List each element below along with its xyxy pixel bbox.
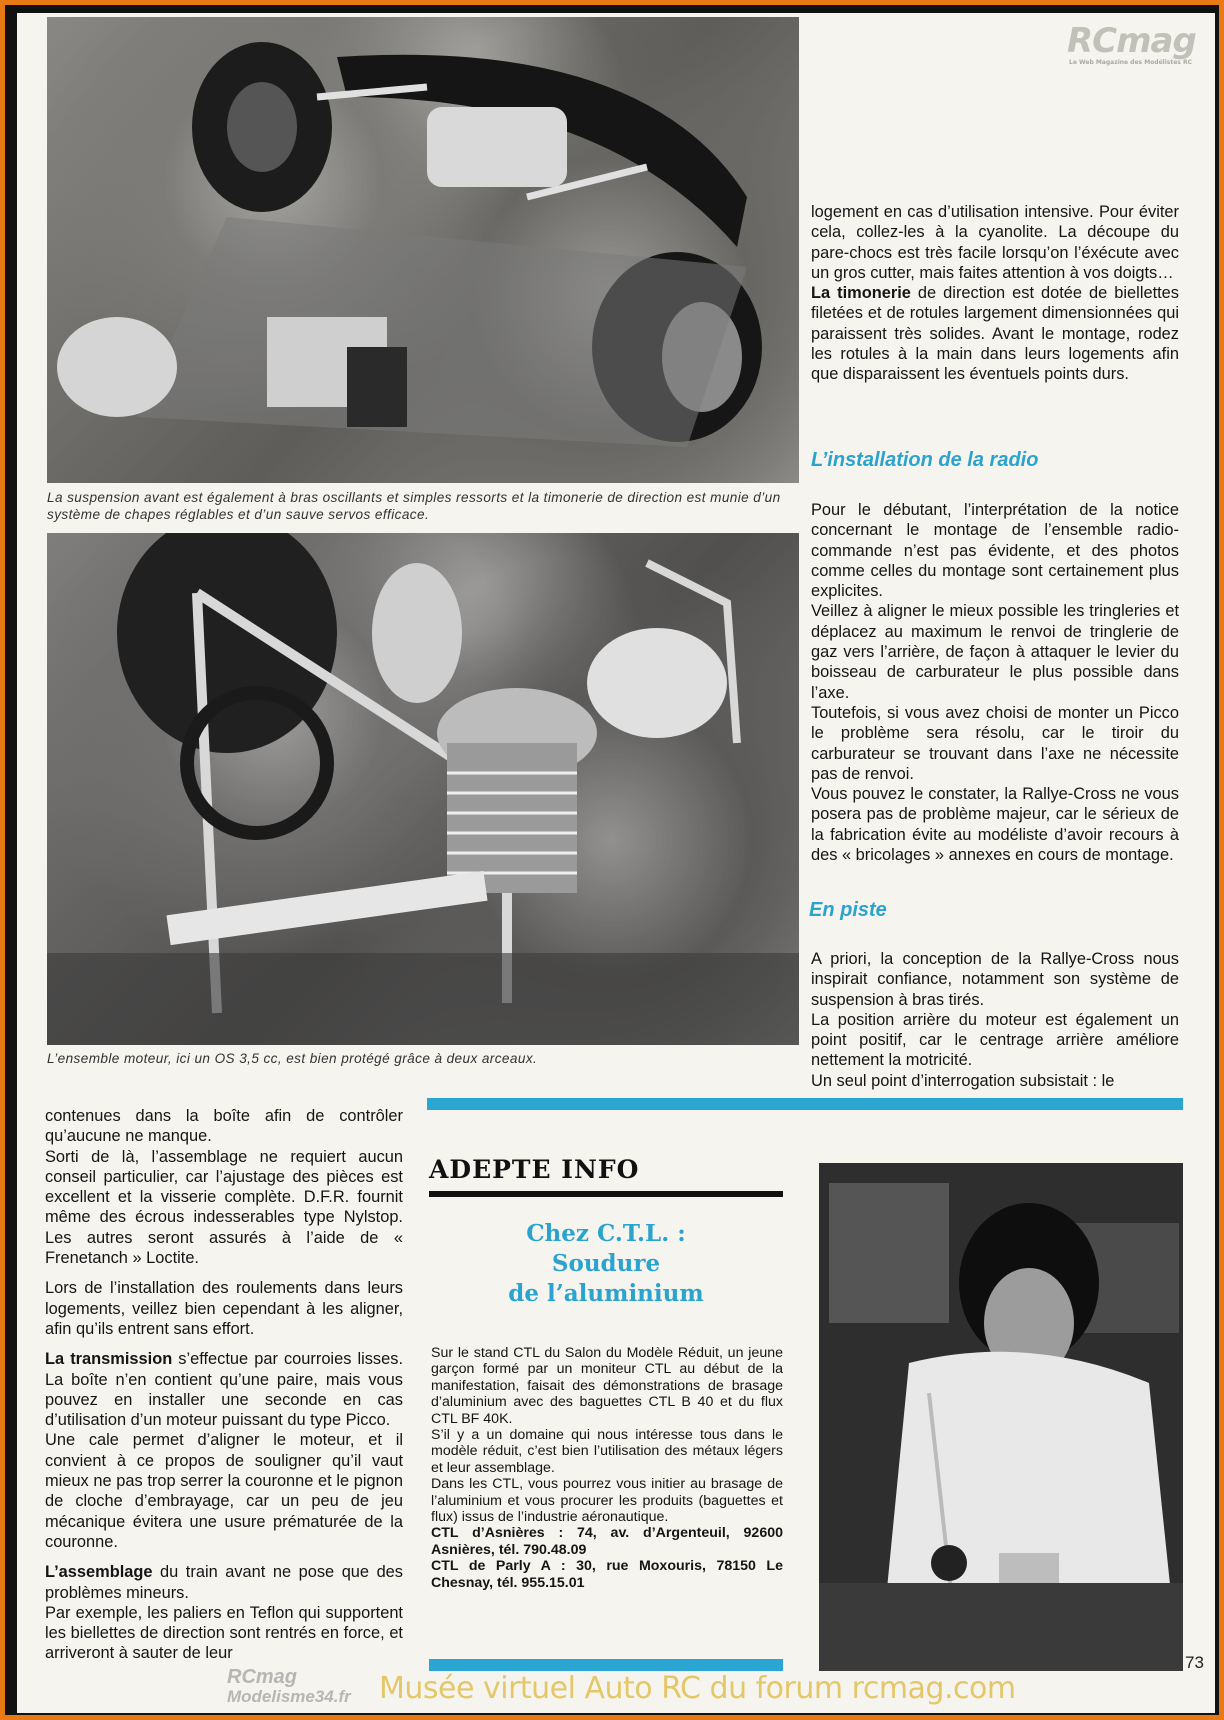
ctl-article-text	[431, 1345, 783, 1591]
page-number: 73	[1185, 1653, 1204, 1672]
ctl-headline-line: de l’aluminium	[508, 1280, 704, 1307]
section-heading-radio: L’installation de la radio	[811, 449, 1039, 471]
paragraph: L’assemblage du train avant ne pose que des problèmes mineurs.	[45, 1563, 403, 1602]
paragraph: Dans les CTL, vous pourrez vous initier au brasage de l’aluminium et vous procurer les produits (baguettes et flux) issus de l’industrie aéronautique.	[431, 1476, 783, 1526]
paragraph: Sorti de là, l’assemblage ne requiert aucun conseil particulier, car l’ajustage des pièces est excellent et la visserie complète. D.F.R. fournit même des écrous indesserables type Nylstop. Les autres seront assurés à l’aide de « Frenetanch » Loctite.	[45, 1147, 403, 1268]
right-column-piste-text	[811, 949, 1179, 1091]
section-heading-piste: En piste	[809, 899, 887, 921]
paragraph: Toutefois, si vous avez choisi de monter un Picco le problème sera résolu, car le tiroir du carburateur se trouvant dans l’axe ne nécessite pas de renvoi.	[811, 703, 1179, 783]
paragraph: Lors de l’installation des roulements dans leurs logements, veillez bien cependant à les aligner, afin qu’ils entrent sans effort.	[45, 1279, 403, 1338]
car-suspension-illustration	[47, 17, 799, 483]
paragraph: logement en cas d’utilisation intensive. Pour éviter cela, collez-les à la cyanolite. La découpe du pare-chocs est très facile lorsqu’on l’éxécute avec un gros cutter, mais faites attention à vos doigts…	[811, 203, 1179, 282]
paragraph: contenues dans la boîte afin de contrôler qu’aucune ne manque.	[45, 1107, 403, 1146]
adepte-info-title: ADEPTE INFO	[429, 1155, 640, 1184]
paragraph: Une cale permet d’aligner le moteur, et il convient à ce propos de souligner qu’il vaut mieux ne pas trop serrer la couronne et le pignon de cloche d’embrayage, car un peu de jeu mécanique évitera une usure prématurée de la couronne.	[45, 1431, 403, 1551]
adepte-title-rule	[429, 1191, 783, 1197]
paragraph: La timonerie de direction est dotée de biellettes filetées et de rotules largement dimensionnées qui paraissent très solides. Avant le montage, rodez les rotules à la main dans leurs logements afin que disparaissent les éventuels points durs.	[811, 284, 1179, 384]
engine-illustration	[47, 533, 799, 1045]
right-column-radio-text	[811, 500, 1179, 865]
watermark-left	[227, 1667, 351, 1707]
watermark-bottom: Musée virtuel Auto RC du forum rcmag.com	[379, 1671, 1016, 1706]
watermark-left-line: RCmag	[227, 1666, 298, 1688]
photo-engine	[47, 533, 799, 1045]
watermark-left-line: Modelisme34.fr	[227, 1687, 351, 1706]
paragraph: La transmission s’effectue par courroies lisses. La boîte n’en contient qu’une paire, mais vous pouvez en installer une seconde en cas d’utilisation d’un moteur puissant du type Picco.	[45, 1350, 403, 1430]
photo-front-suspension	[47, 17, 799, 483]
paragraph: Un seul point d’interrogation subsistait : le	[811, 1071, 1115, 1090]
address: CTL d’Asnières : 74, av. d’Argenteuil, 92600 Asnières, tél. 790.48.09	[431, 1525, 783, 1558]
photo-ctl-welding	[819, 1163, 1183, 1671]
accent-bar-top	[427, 1098, 1183, 1110]
photo1-caption: La suspension avant est également à bras oscillants et simples ressorts et la timonerie de direction est munie d’un système de chapes réglables et d’un sauve servos efficace.	[47, 490, 781, 522]
rcmag-logo: RCmag Le Web Magazine des Modélistes RC	[1067, 21, 1196, 66]
paragraph: S’il y a un domaine qui nous intéresse tous dans le modèle réduit, c’est bien l’utilisation des métaux légers et leur assemblage.	[431, 1427, 783, 1476]
left-column-text	[45, 1106, 403, 1664]
accent-bar-bottom	[429, 1659, 783, 1671]
right-column-text	[811, 202, 1179, 385]
paragraph: Vous pouvez le constater, la Rallye-Cross ne vous posera pas de problème majeur, car le sérieux de la fabrication évite au modéliste d’avoir recours à des « bricolages » annexes en cours de montage.	[811, 785, 1179, 865]
magazine-page	[17, 13, 1215, 1713]
ctl-headline	[429, 1219, 783, 1309]
paragraph: La position arrière du moteur est également un point positif, car le centrage arrière améliore nettement la motricité.	[811, 1010, 1179, 1070]
paragraph: Sur le stand CTL du Salon du Modèle Réduit, un jeune garçon formé par un moniteur CTL au début de la manifestation, faisait des démonstrations de brasage d’aluminium avec des baguettes CTL B 40 et du flux CTL BF 40K.	[431, 1345, 783, 1427]
welder-illustration	[819, 1163, 1183, 1671]
paragraph: A priori, la conception de la Rallye-Cross nous inspirait confiance, notamment son système de suspension à bras tirés.	[811, 950, 1179, 1009]
photo2-caption: L’ensemble moteur, ici un OS 3,5 cc, est bien protégé grâce à deux arceaux.	[47, 1051, 538, 1066]
ctl-headline-line: Soudure	[551, 1250, 661, 1277]
paragraph: Veillez à aligner le mieux possible les tringleries et déplacez au maximum le renvoi de tringlerie de gaz vers l’arrière, de façon à attaquer le levier du boisseau de carburateur le plus possible dans l’axe.	[811, 602, 1179, 702]
ctl-headline-line: Chez C.T.L. :	[526, 1220, 686, 1247]
address: CTL de Parly A : 30, rue Moxouris, 78150 Le Chesnay, tél. 955.15.01	[431, 1558, 783, 1591]
paragraph: Pour le débutant, l’interprétation de la notice concernant le montage de l’ensemble radio-commande n’est pas évidente, et des photos comme celles du montage sont certainement plus explicites.	[811, 501, 1179, 601]
paragraph: Par exemple, les paliers en Teflon qui supportent les biellettes de direction sont rentrés en force, et arriveront à sauter de leur	[45, 1603, 403, 1663]
